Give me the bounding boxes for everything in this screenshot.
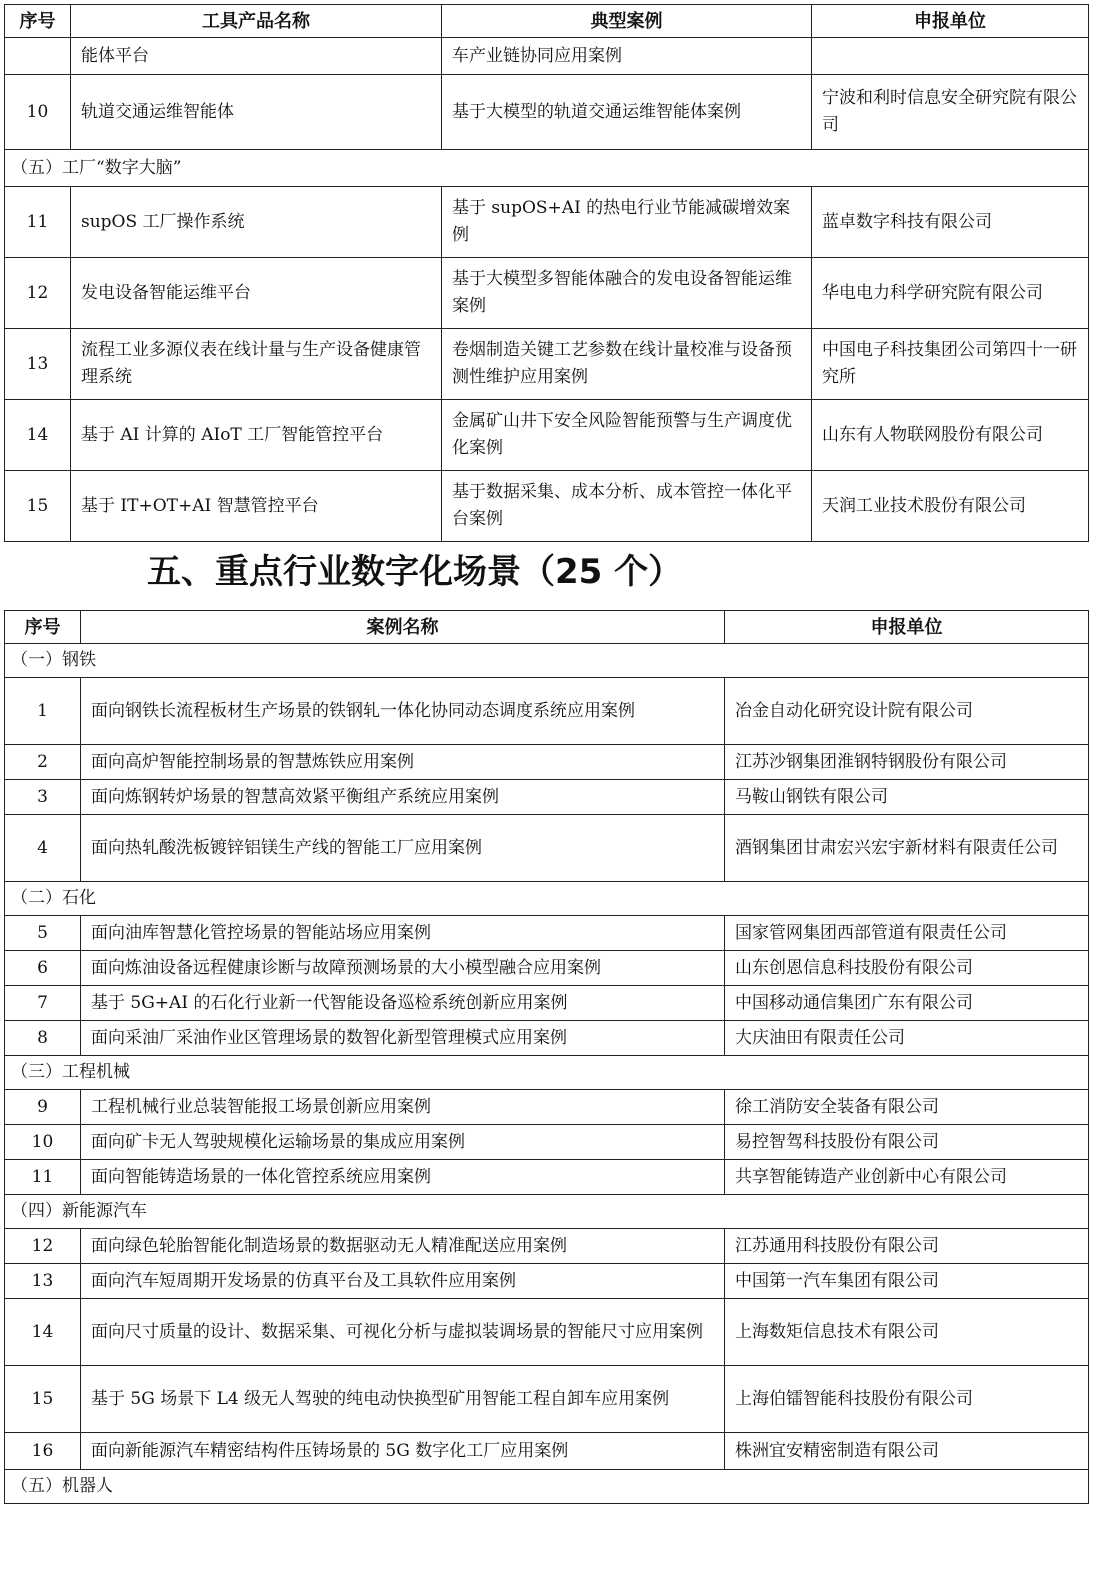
case-name: 面向油库智慧化管控场景的智能站场应用案例 bbox=[81, 916, 725, 951]
product-name: 发电设备智能运维平台 bbox=[71, 258, 442, 329]
row-index: 11 bbox=[5, 1160, 81, 1195]
applicant-unit: 上海伯镭智能科技股份有限公司 bbox=[725, 1366, 1089, 1433]
table-row bbox=[5, 745, 1089, 780]
table-row bbox=[5, 1366, 1089, 1433]
table-row bbox=[5, 187, 1089, 258]
table-row bbox=[5, 1160, 1089, 1195]
applicant-unit: 共享智能铸造产业创新中心有限公司 bbox=[725, 1160, 1089, 1195]
applicant-unit: 宁波和利时信息安全研究院有限公司 bbox=[812, 75, 1089, 150]
applicant-unit: 徐工消防安全装备有限公司 bbox=[725, 1090, 1089, 1125]
row-index: 12 bbox=[5, 1229, 81, 1264]
typical-case: 基于 supOS+AI 的热电行业节能减碳增效案例 bbox=[442, 187, 812, 258]
section-row bbox=[5, 150, 1089, 187]
product-name: 基于 IT+OT+AI 智慧管控平台 bbox=[71, 471, 442, 542]
applicant-unit: 中国电子科技集团公司第四十一研究所 bbox=[812, 329, 1089, 400]
case-name: 面向钢铁长流程板材生产场景的铁钢轧一体化协同动态调度系统应用案例 bbox=[81, 678, 725, 745]
header-applicant-unit: 申报单位 bbox=[725, 611, 1089, 644]
table-row bbox=[5, 1264, 1089, 1299]
case-name: 工程机械行业总装智能报工场景创新应用案例 bbox=[81, 1090, 725, 1125]
case-name: 面向热轧酸洗板镀锌铝镁生产线的智能工厂应用案例 bbox=[81, 815, 725, 882]
section-title: 五、重点行业数字化场景（25 个） bbox=[147, 552, 683, 592]
typical-case: 金属矿山井下安全风险智能预警与生产调度优化案例 bbox=[442, 400, 812, 471]
case-name: 面向绿色轮胎智能化制造场景的数据驱动无人精准配送应用案例 bbox=[81, 1229, 725, 1264]
industry-scenario-table bbox=[4, 610, 1089, 1504]
table-row bbox=[5, 1299, 1089, 1366]
applicant-unit: 中国第一汽车集团有限公司 bbox=[725, 1264, 1089, 1299]
table-row bbox=[5, 471, 1089, 542]
applicant-unit: 株洲宜安精密制造有限公司 bbox=[725, 1433, 1089, 1470]
table-row bbox=[5, 678, 1089, 745]
row-index: 13 bbox=[5, 1264, 81, 1299]
row-index: 12 bbox=[5, 258, 71, 329]
row-index: 2 bbox=[5, 745, 81, 780]
typical-case: 卷烟制造关键工艺参数在线计量校准与设备预测性维护应用案例 bbox=[442, 329, 812, 400]
table-row bbox=[5, 75, 1089, 150]
typical-case: 车产业链协同应用案例 bbox=[442, 38, 812, 75]
section-label: （二）石化 bbox=[5, 882, 1089, 916]
product-name: 轨道交通运维智能体 bbox=[71, 75, 442, 150]
row-index: 5 bbox=[5, 916, 81, 951]
row-index: 14 bbox=[5, 1299, 81, 1366]
applicant-unit: 江苏通用科技股份有限公司 bbox=[725, 1229, 1089, 1264]
applicant-unit: 国家管网集团西部管道有限责任公司 bbox=[725, 916, 1089, 951]
product-name: 流程工业多源仪表在线计量与生产设备健康管理系统 bbox=[71, 329, 442, 400]
applicant-unit: 蓝卓数字科技有限公司 bbox=[812, 187, 1089, 258]
table-row bbox=[5, 258, 1089, 329]
product-name: supOS 工厂操作系统 bbox=[71, 187, 442, 258]
section-row bbox=[5, 882, 1089, 916]
applicant-unit: 山东有人物联网股份有限公司 bbox=[812, 400, 1089, 471]
applicant-unit: 冶金自动化研究设计院有限公司 bbox=[725, 678, 1089, 745]
table-row bbox=[5, 815, 1089, 882]
table-row bbox=[5, 1229, 1089, 1264]
section-row bbox=[5, 1470, 1089, 1504]
table-row bbox=[5, 780, 1089, 815]
applicant-unit: 华电电力科学研究院有限公司 bbox=[812, 258, 1089, 329]
row-index bbox=[5, 38, 71, 75]
header-product-name: 工具产品名称 bbox=[71, 5, 442, 38]
row-index: 3 bbox=[5, 780, 81, 815]
case-name: 面向高炉智能控制场景的智慧炼铁应用案例 bbox=[81, 745, 725, 780]
row-index: 13 bbox=[5, 329, 71, 400]
section-label: （三）工程机械 bbox=[5, 1056, 1089, 1090]
table-row bbox=[5, 951, 1089, 986]
table-row bbox=[5, 1433, 1089, 1470]
row-index: 16 bbox=[5, 1433, 81, 1470]
applicant-unit: 易控智驾科技股份有限公司 bbox=[725, 1125, 1089, 1160]
applicant-unit: 江苏沙钢集团淮钢特钢股份有限公司 bbox=[725, 745, 1089, 780]
case-name: 面向尺寸质量的设计、数据采集、可视化分析与虚拟装调场景的智能尺寸应用案例 bbox=[81, 1299, 725, 1366]
row-index: 14 bbox=[5, 400, 71, 471]
section-label: （四）新能源汽车 bbox=[5, 1195, 1089, 1229]
table-row bbox=[5, 329, 1089, 400]
section-label: （五）机器人 bbox=[5, 1470, 1089, 1504]
case-name: 面向炼钢转炉场景的智慧高效紧平衡组产系统应用案例 bbox=[81, 780, 725, 815]
table-row bbox=[5, 400, 1089, 471]
row-index: 1 bbox=[5, 678, 81, 745]
table-row bbox=[5, 1125, 1089, 1160]
applicant-unit bbox=[812, 38, 1089, 75]
applicant-unit: 马鞍山钢铁有限公司 bbox=[725, 780, 1089, 815]
applicant-unit: 酒钢集团甘肃宏兴宏宇新材料有限责任公司 bbox=[725, 815, 1089, 882]
row-index: 11 bbox=[5, 187, 71, 258]
table-header-row bbox=[5, 611, 1089, 644]
header-applicant-unit: 申报单位 bbox=[812, 5, 1089, 38]
header-typical-case: 典型案例 bbox=[442, 5, 812, 38]
tool-product-table bbox=[4, 4, 1089, 542]
header-index: 序号 bbox=[5, 611, 81, 644]
table-row bbox=[5, 1021, 1089, 1056]
case-name: 面向矿卡无人驾驶规模化运输场景的集成应用案例 bbox=[81, 1125, 725, 1160]
header-case-name: 案例名称 bbox=[81, 611, 725, 644]
row-index: 9 bbox=[5, 1090, 81, 1125]
applicant-unit: 上海数矩信息技术有限公司 bbox=[725, 1299, 1089, 1366]
row-index: 15 bbox=[5, 471, 71, 542]
row-index: 10 bbox=[5, 75, 71, 150]
typical-case: 基于大模型多智能体融合的发电设备智能运维案例 bbox=[442, 258, 812, 329]
table-row bbox=[5, 1090, 1089, 1125]
section-row bbox=[5, 644, 1089, 678]
row-index: 8 bbox=[5, 1021, 81, 1056]
typical-case: 基于大模型的轨道交通运维智能体案例 bbox=[442, 75, 812, 150]
section-label: （五）工厂“数字大脑” bbox=[5, 150, 1089, 187]
section-row bbox=[5, 1195, 1089, 1229]
section-row bbox=[5, 1056, 1089, 1090]
applicant-unit: 中国移动通信集团广东有限公司 bbox=[725, 986, 1089, 1021]
applicant-unit: 山东创恩信息科技股份有限公司 bbox=[725, 951, 1089, 986]
header-index: 序号 bbox=[5, 5, 71, 38]
typical-case: 基于数据采集、成本分析、成本管控一体化平台案例 bbox=[442, 471, 812, 542]
section-label: （一）钢铁 bbox=[5, 644, 1089, 678]
applicant-unit: 天润工业技术股份有限公司 bbox=[812, 471, 1089, 542]
case-name: 面向汽车短周期开发场景的仿真平台及工具软件应用案例 bbox=[81, 1264, 725, 1299]
row-index: 7 bbox=[5, 986, 81, 1021]
table-row bbox=[5, 986, 1089, 1021]
row-index: 4 bbox=[5, 815, 81, 882]
case-name: 面向新能源汽车精密结构件压铸场景的 5G 数字化工厂应用案例 bbox=[81, 1433, 725, 1470]
case-name: 基于 5G+AI 的石化行业新一代智能设备巡检系统创新应用案例 bbox=[81, 986, 725, 1021]
table-header-row bbox=[5, 5, 1089, 38]
row-index: 15 bbox=[5, 1366, 81, 1433]
row-index: 10 bbox=[5, 1125, 81, 1160]
product-name: 基于 AI 计算的 AIoT 工厂智能管控平台 bbox=[71, 400, 442, 471]
table-row bbox=[5, 38, 1089, 75]
row-index: 6 bbox=[5, 951, 81, 986]
applicant-unit: 大庆油田有限责任公司 bbox=[725, 1021, 1089, 1056]
case-name: 基于 5G 场景下 L4 级无人驾驶的纯电动快换型矿用智能工程自卸车应用案例 bbox=[81, 1366, 725, 1433]
case-name: 面向采油厂采油作业区管理场景的数智化新型管理模式应用案例 bbox=[81, 1021, 725, 1056]
table-row bbox=[5, 916, 1089, 951]
case-name: 面向智能铸造场景的一体化管控系统应用案例 bbox=[81, 1160, 725, 1195]
case-name: 面向炼油设备远程健康诊断与故障预测场景的大小模型融合应用案例 bbox=[81, 951, 725, 986]
product-name: 能体平台 bbox=[71, 38, 442, 75]
